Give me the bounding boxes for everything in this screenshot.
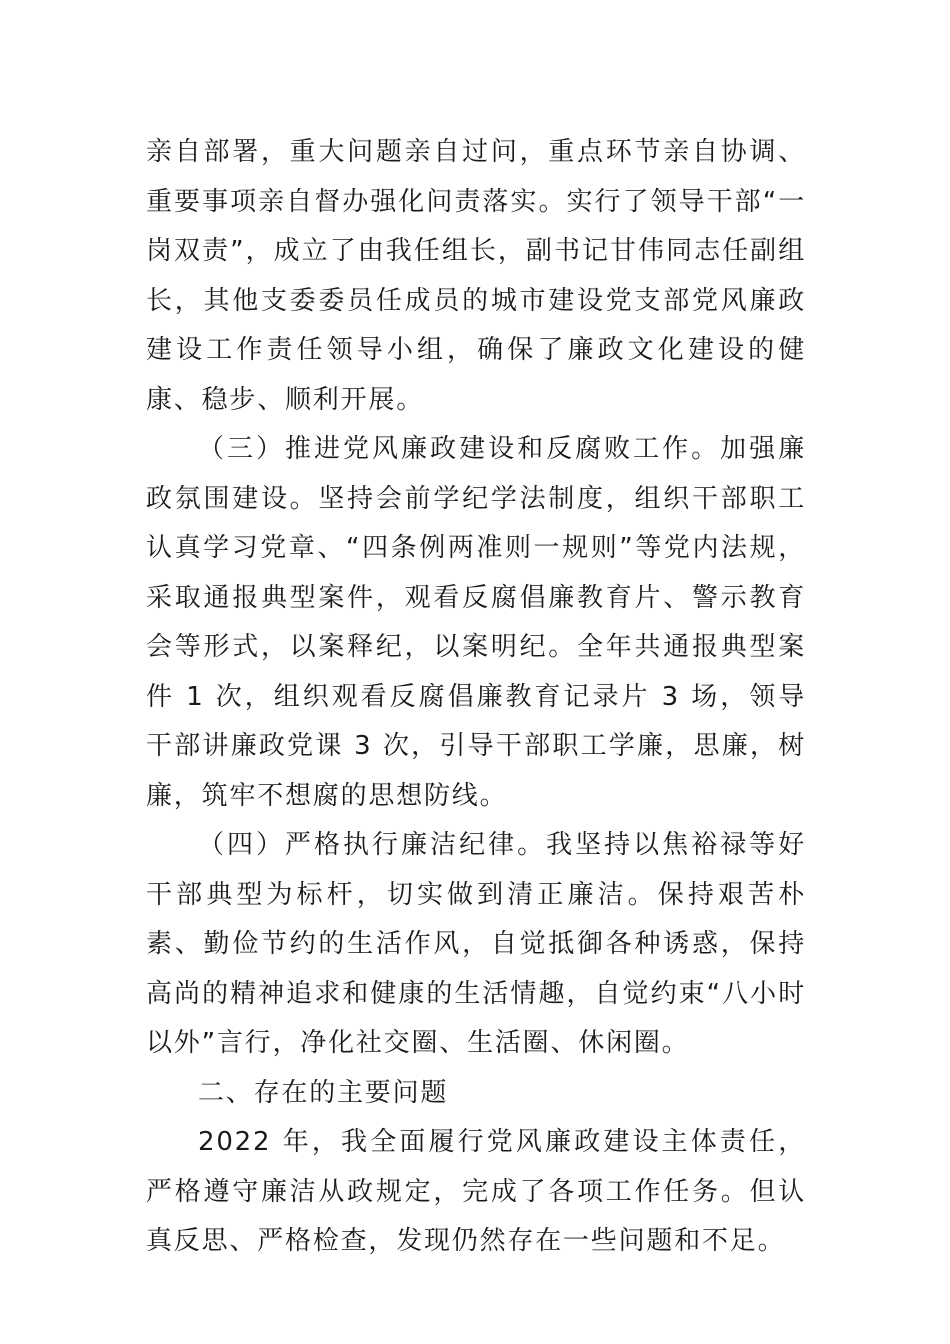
paragraph-anti-corruption-work: （三）推进党风廉政建设和反腐败工作。加强廉政氛围建设。坚持会前学纪学法制度，组织干部职工认真学习党章、“四条例两准则一规则”等党内法规，采取通报典型案件，观看反腐倡廉教育片、警示教育会等形式，以案释纪，以案明纪。全年共通报典型案件 1 次，组织观看反腐倡廉教育记录片 3 场，领导干部讲廉政党课 3 次，引导干部职工学廉，思廉，树廉，筑牢不想腐的思想防线。 (146, 434, 806, 811)
paragraph-2022-summary: 2022 年，我全面履行党风廉政建设主体责任，严格遵守廉洁从政规定，完成了各项工作任务。但认真反思、严格检查，发现仍然存在一些问题和不足。 (146, 1127, 806, 1256)
document-body (146, 128, 806, 1267)
paragraph-responsibility-group: 亲自部署，重大问题亲自过问，重点环节亲自协调、重要事项亲自督办强化问责落实。实行了领导干部“一岗双责”，成立了由我任组长，副书记甘伟同志任副组长，其他支委委员任成员的城市建设党支部党风廉政建设工作责任领导小组，确保了廉政文化建设的健康、稳步、顺利开展。 (146, 137, 806, 415)
paragraph-integrity-discipline: （四）严格执行廉洁纪律。我坚持以焦裕禄等好干部典型为标杆，切实做到清正廉洁。保持艰苦朴素、勤俭节约的生活作风，自觉抵御各种诱惑，保持高尚的精神追求和健康的生活情趣，自觉约束“八小时以外”言行，净化社交圈、生活圈、休闲圈。 (146, 830, 806, 1058)
section-heading-main-problems: 二、存在的主要问题 (198, 1077, 449, 1108)
